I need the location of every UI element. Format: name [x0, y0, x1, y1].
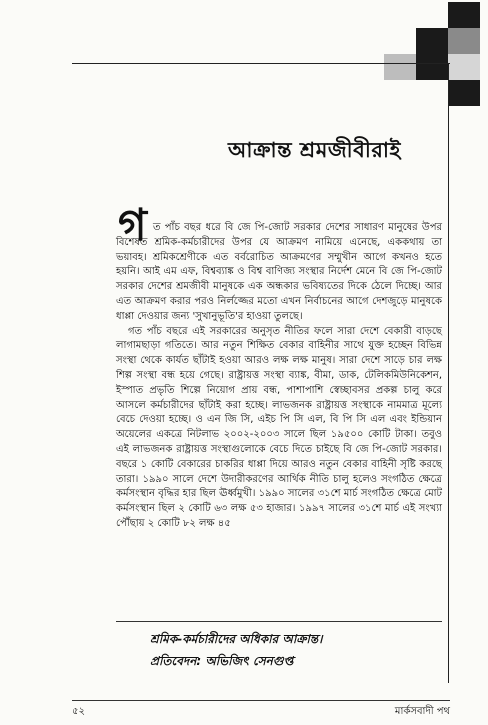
- paragraph-2: গত পাঁচ বছরে এই সরকারের অনুসৃত নীতির ফলে সারা দেশে বেকারী বাড়ছে লাগামছাড়া গতিতে। আর নতুন শিক্ষিত বেকার বাহিনীর সাথে যুক্ত হচ্ছেন বিভিন্ন সংস্থা থেকে কার্যত ছাঁটাই হওয়া আরও লক্ষ লক্ষ মানুষ। সারা দেশে সাড়ে চার লক্ষ শিল্প সংস্থা বন্ধ হয়ে গেছে। রাষ্ট্রায়ত্ত সংস্থা ব্যাঙ্ক, বীমা, ডাক, টেলিকমিউনিকেশন, ইস্পাত প্রভৃতি শিল্পে নিয়োগ প্রায় বন্ধ, পাশাপাশি স্বেচ্ছাবসর প্রকল্প চালু করে আসলে কর্মচারীদের ছাঁটাই করা হচ্ছে। লাভজনক রাষ্ট্রায়ত্ত সংস্থাকে নামমাত্র মূল্যে বেচে দেওয়া হচ্ছে। ও এন জি সি, এইচ পি সি এল, বি পি সি এল এবং ইন্ডিয়ান অয়েলের একত্রে নিটলাভ ২০০২-২০০৩ সালে ছিল ১৯৫০০ কোটি টাকা। তবুও এই লাভজনক রাষ্ট্রায়ত্ত সংস্থাগুলোকে বেচে দিতে চাইছে বি জে পি-জোট সরকার। বছরে ১ কোটি বেকারের চাকরির ধাপ্পা দিয়ে আরও নতুন বেকার বাহিনী সৃষ্টি করছে তারা। ১৯৯০ সালে দেশে উদারীকরণের আর্থিক নীতি চালু হলেও সংগঠিত ক্ষেত্রে কর্মসংস্থান বৃদ্ধির হার ছিল ঊর্ধ্বমুখী। ১৯৯০ সালের ৩১শে মার্চ সংগঠিত ক্ষেত্রে মোট কর্মসংস্থান ছিল ২ কোটি ৬৩ লক্ষ ৫৩ হাজার। ১৯৯৭ সালের ৩১শে মার্চ এই সংখ্যা পৌঁছায় ২ কোটি ৮২ লক্ষ ৪৫: [116, 325, 442, 529]
- page-number: ৫২: [72, 706, 85, 717]
- byline-reporter: প্রতিবেদন: অভিজিৎ সেনগুপ্ত: [150, 654, 294, 668]
- decorative-squares: [378, 0, 488, 130]
- article-headline: আক্রান্ত শ্রমজীবীরাই: [228, 138, 401, 162]
- byline-divider: [116, 621, 442, 622]
- magazine-name: মার্কসবাদী পথ: [394, 706, 450, 717]
- paragraph-1: ত পাঁচ বছর ধরে বি জে পি-জোট সরকার দেশের সাধারণ মানুষের উপর বিশেষত শ্রমিক-কর্মচারীদের উপর যে আক্রমণ নামিয়ে এনেছে, এককথায় তা ভয়াবহ। শ্রমিকশ্রেণীকে এত বর্বরোচিত আক্রমণের সম্মুখীন আগে কখনও হতে হয়নি। আই এম এফ, বিশ্বব্যাঙ্ক ও বিশ্ব বাণিজ্য সংস্থার নির্দেশ মেনে বি জে পি-জোট সরকার দেশের শ্রমজীবী মানুষকে এক অন্ধকার ভবিষ্যতের দিকে ঠেলে দিচ্ছে। আর এত আক্রমণ করার পরও নির্লজ্জের মতো এখন নির্বাচনের আগে দেশজুড়ে মানুষকে ধাপ্পা দেওয়ার জন্য 'সুখানুভূতি'র হাওয়া তুলছে।: [116, 222, 442, 322]
- frame-right-rule: [448, 63, 449, 683]
- byline-subtitle: শ্রমিক-কর্মচারীদের অধিকার আক্রান্ত।: [150, 632, 323, 646]
- article-body: [116, 221, 442, 532]
- drop-cap: গ: [118, 200, 147, 251]
- footer-rule: [72, 700, 450, 701]
- frame-top-rule: [72, 63, 450, 64]
- byline: [150, 628, 440, 672]
